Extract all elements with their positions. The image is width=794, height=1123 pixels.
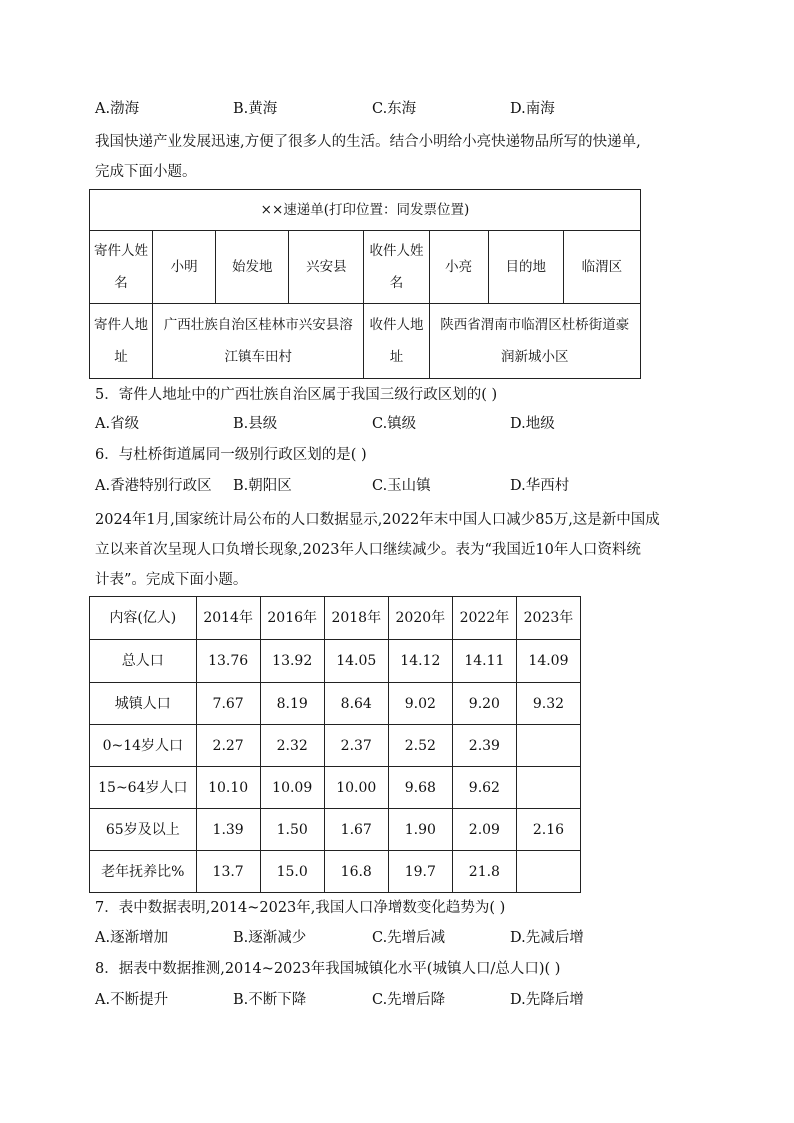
population-table — [89, 596, 581, 893]
table-cell: 19.7 — [388, 851, 452, 893]
q8-option-b[interactable]: B.不断下降 — [233, 992, 307, 1008]
receiver-addr: 陕西省渭南市临渭区杜桥街道豪润新城小区 — [429, 304, 640, 379]
table-cell: 10.09 — [260, 767, 324, 809]
intro1-line1: 我国快递产业发展迅速,方便了很多人的生活。结合小明给小亮快递物品所写的快递单, — [95, 134, 641, 150]
q5-option-d[interactable]: D.地级 — [510, 416, 555, 432]
table-cell: 13.76 — [196, 640, 260, 683]
header-cell: 2014年 — [196, 597, 260, 640]
q6-option-d[interactable]: D.华西村 — [510, 478, 570, 494]
q4-option-b[interactable]: B.黄海 — [233, 101, 278, 117]
intro2-line2: 立以来首次呈现人口负增长现象,2023年人口继续减少。表为“我国近10年人口资料统 — [95, 542, 641, 558]
header-cell: 2020年 — [388, 597, 452, 640]
table-row — [90, 640, 581, 683]
express-form-table — [89, 189, 641, 379]
q6-option-c[interactable]: C.玉山镇 — [372, 478, 431, 494]
q4-option-d[interactable]: D.南海 — [510, 101, 555, 117]
q7-option-d[interactable]: D.先减后增 — [510, 930, 584, 946]
header-cell: 2023年 — [516, 597, 580, 640]
row-label: 15~64岁人口 — [90, 767, 197, 809]
q5-text: 5．寄件人地址中的广西壮族自治区属于我国三级行政区划的( ) — [95, 387, 498, 403]
sender-name-label: 寄件人姓名 — [90, 231, 153, 304]
table-cell: 1.39 — [196, 809, 260, 851]
origin-value: 兴安县 — [289, 231, 364, 304]
row-label: 城镇人口 — [90, 683, 197, 725]
intro2-line1: 2024年1月,国家统计局公布的人口数据显示,2022年末中国人口减少85万,这是新中国成 — [95, 512, 660, 528]
table-cell: 14.09 — [516, 640, 580, 683]
table-cell: 21.8 — [452, 851, 516, 893]
table-cell: 14.05 — [324, 640, 388, 683]
row-label: 老年抚养比% — [90, 851, 197, 893]
sender-addr-label: 寄件人地址 — [90, 304, 153, 379]
q4-option-c[interactable]: C.东海 — [372, 101, 417, 117]
sender-name: 小明 — [153, 231, 216, 304]
table-cell: 2.39 — [452, 725, 516, 767]
table-cell: 7.67 — [196, 683, 260, 725]
table-cell: 9.62 — [452, 767, 516, 809]
q7-option-a[interactable]: A.逐渐增加 — [95, 930, 169, 946]
q8-option-c[interactable]: C.先增后降 — [372, 992, 446, 1008]
sender-addr: 广西壮族自治区桂林市兴安县溶江镇车田村 — [153, 304, 364, 379]
q7-text: 7．表中数据表明,2014~2023年,我国人口净增数变化趋势为( ) — [95, 900, 506, 916]
table-cell: 2.52 — [388, 725, 452, 767]
table-cell: 2.09 — [452, 809, 516, 851]
header-cell: 内容(亿人) — [90, 597, 197, 640]
table-row — [90, 851, 581, 893]
table-cell: 13.7 — [196, 851, 260, 893]
q5-option-c[interactable]: C.镇级 — [372, 416, 417, 432]
row-label: 0~14岁人口 — [90, 725, 197, 767]
q8-text: 8．据表中数据推测,2014~2023年我国城镇化水平(城镇人口/总人口)( ) — [95, 961, 561, 977]
q5-option-a[interactable]: A.省级 — [95, 416, 140, 432]
header-cell: 2016年 — [260, 597, 324, 640]
row-label: 65岁及以上 — [90, 809, 197, 851]
table-cell: 2.32 — [260, 725, 324, 767]
table-cell — [516, 767, 580, 809]
table-cell: 9.68 — [388, 767, 452, 809]
table-cell — [516, 725, 580, 767]
table-row — [90, 809, 581, 851]
receiver-addr-label: 收件人地址 — [364, 304, 429, 379]
table-cell: 2.37 — [324, 725, 388, 767]
table-cell: 10.00 — [324, 767, 388, 809]
q6-text: 6．与杜桥街道属同一级别行政区划的是( ) — [95, 447, 367, 463]
table-cell: 8.64 — [324, 683, 388, 725]
origin-label: 始发地 — [216, 231, 289, 304]
table-cell: 14.11 — [452, 640, 516, 683]
table-cell: 13.92 — [260, 640, 324, 683]
intro1-line2: 完成下面小题。 — [95, 164, 197, 180]
q7-option-c[interactable]: C.先增后减 — [372, 930, 446, 946]
header-cell: 2022年 — [452, 597, 516, 640]
q8-option-d[interactable]: D.先降后增 — [510, 992, 584, 1008]
table-cell: 10.10 — [196, 767, 260, 809]
table-cell: 2.16 — [516, 809, 580, 851]
intro2-line3: 计表”。完成下面小题。 — [95, 572, 248, 588]
express-form-title: ××速递单(打印位置：同发票位置) — [90, 190, 641, 231]
q7-option-b[interactable]: B.逐渐减少 — [233, 930, 307, 946]
receiver-name: 小亮 — [429, 231, 488, 304]
table-cell: 14.12 — [388, 640, 452, 683]
table-cell: 9.02 — [388, 683, 452, 725]
table-row — [90, 725, 581, 767]
dest-value: 临渭区 — [563, 231, 640, 304]
table-cell: 1.50 — [260, 809, 324, 851]
table-cell: 9.20 — [452, 683, 516, 725]
table-cell: 1.90 — [388, 809, 452, 851]
q5-option-b[interactable]: B.县级 — [233, 416, 278, 432]
q8-option-a[interactable]: A.不断提升 — [95, 992, 169, 1008]
q6-option-b[interactable]: B.朝阳区 — [233, 478, 292, 494]
table-cell: 16.8 — [324, 851, 388, 893]
table-cell: 1.67 — [324, 809, 388, 851]
q6-option-a[interactable]: A.香港特别行政区 — [95, 478, 212, 494]
table-row — [90, 683, 581, 725]
table-row — [90, 767, 581, 809]
table-cell: 2.27 — [196, 725, 260, 767]
header-cell: 2018年 — [324, 597, 388, 640]
table-cell — [516, 851, 580, 893]
table-cell: 15.0 — [260, 851, 324, 893]
table-cell: 9.32 — [516, 683, 580, 725]
q4-option-a[interactable]: A.渤海 — [95, 101, 140, 117]
table-header-row — [90, 597, 581, 640]
receiver-name-label: 收件人姓名 — [364, 231, 429, 304]
dest-label: 目的地 — [488, 231, 563, 304]
row-label: 总人口 — [90, 640, 197, 683]
table-cell: 8.19 — [260, 683, 324, 725]
